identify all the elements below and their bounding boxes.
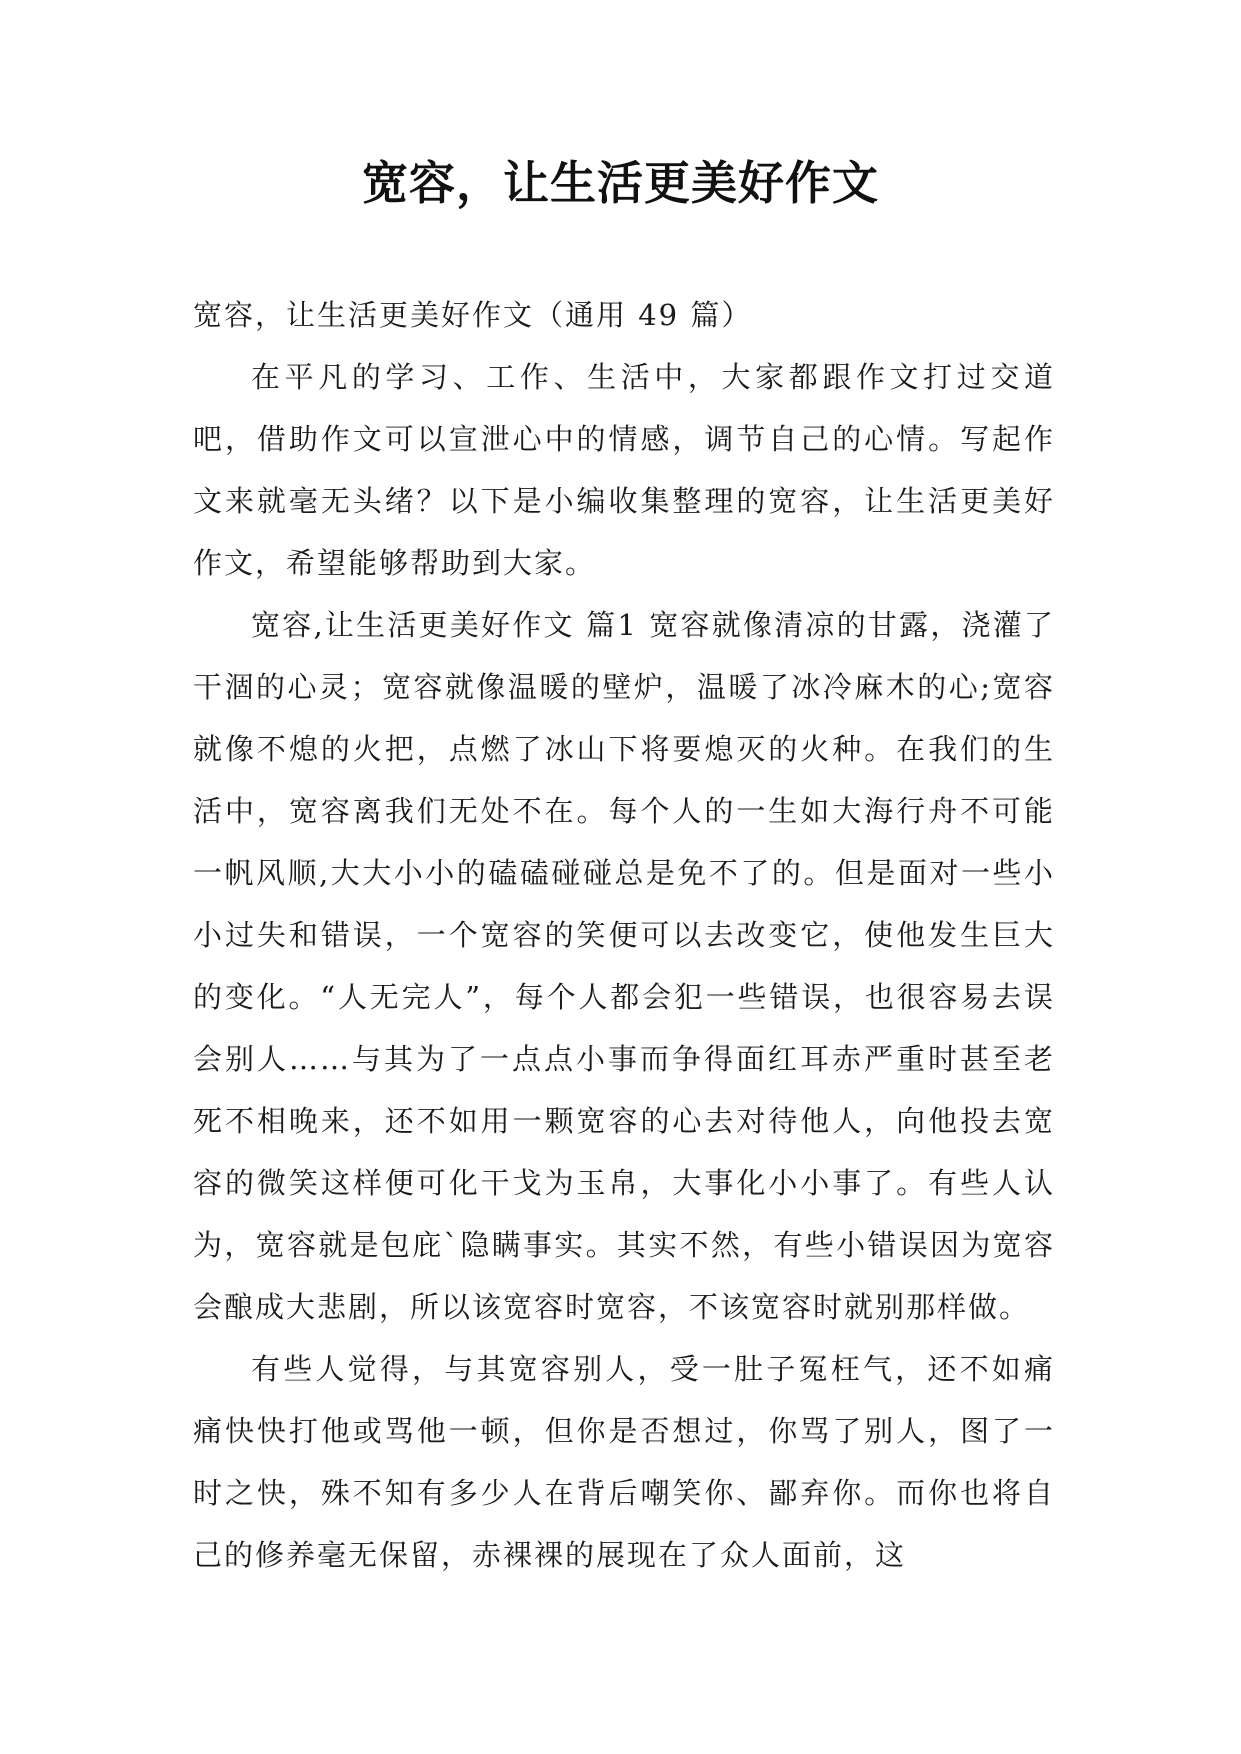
document-subtitle: 宽容，让生活更美好作文（通用 49 篇） [193, 298, 753, 332]
document-body [193, 284, 1055, 1586]
paragraph-intro: 在平凡的学习、工作、生活中，大家都跟作文打过交道吧，借助作文可以宣泄心中的情感，调节自己的心情。写起作文来就毫无头绪？以下是小编收集整理的宽容，让生活更美好作文，希望能够帮助到大家。 [193, 360, 1055, 580]
document-title: 宽容，让生活更美好作文 [362, 156, 879, 210]
paragraph-essay-1: 宽容,让生活更美好作文 篇1 宽容就像清凉的甘露，浇灌了干涸的心灵；宽容就像温暖的壁炉，温暖了冰冷麻木的心;宽容就像不熄的火把，点燃了冰山下将要熄灭的火种。在我们的生活中，宽容离我们无处不在。每个人的一生如大海行舟不可能一帆风顺,大大小小的磕磕碰碰总是免不了的。但是面对一些小小过失和错误，一个宽容的笑便可以去改变它，使他发生巨大的变化。“人无完人”，每个人都会犯一些错误，也很容易去误会别人……与其为了一点点小事而争得面红耳赤严重时甚至老死不相晚来，还不如用一颗宽容的心去对待他人，向他投去宽容的微笑这样便可化干戈为玉帛，大事化小小事了。有些人认为，宽容就是包庇`隐瞒事实。其实不然，有些小错误因为宽容会酿成大悲剧，所以该宽容时宽容，不该宽容时就别那样做。 [193, 608, 1055, 1324]
paragraph-essay-2: 有些人觉得，与其宽容别人，受一肚子冤枉气，还不如痛痛快快打他或骂他一顿，但你是否想过，你骂了别人，图了一时之快，殊不知有多少人在背后嘲笑你、鄙弃你。而你也将自己的修养毫无保留，赤裸裸的展现在了众人面前，这 [193, 1352, 1055, 1572]
